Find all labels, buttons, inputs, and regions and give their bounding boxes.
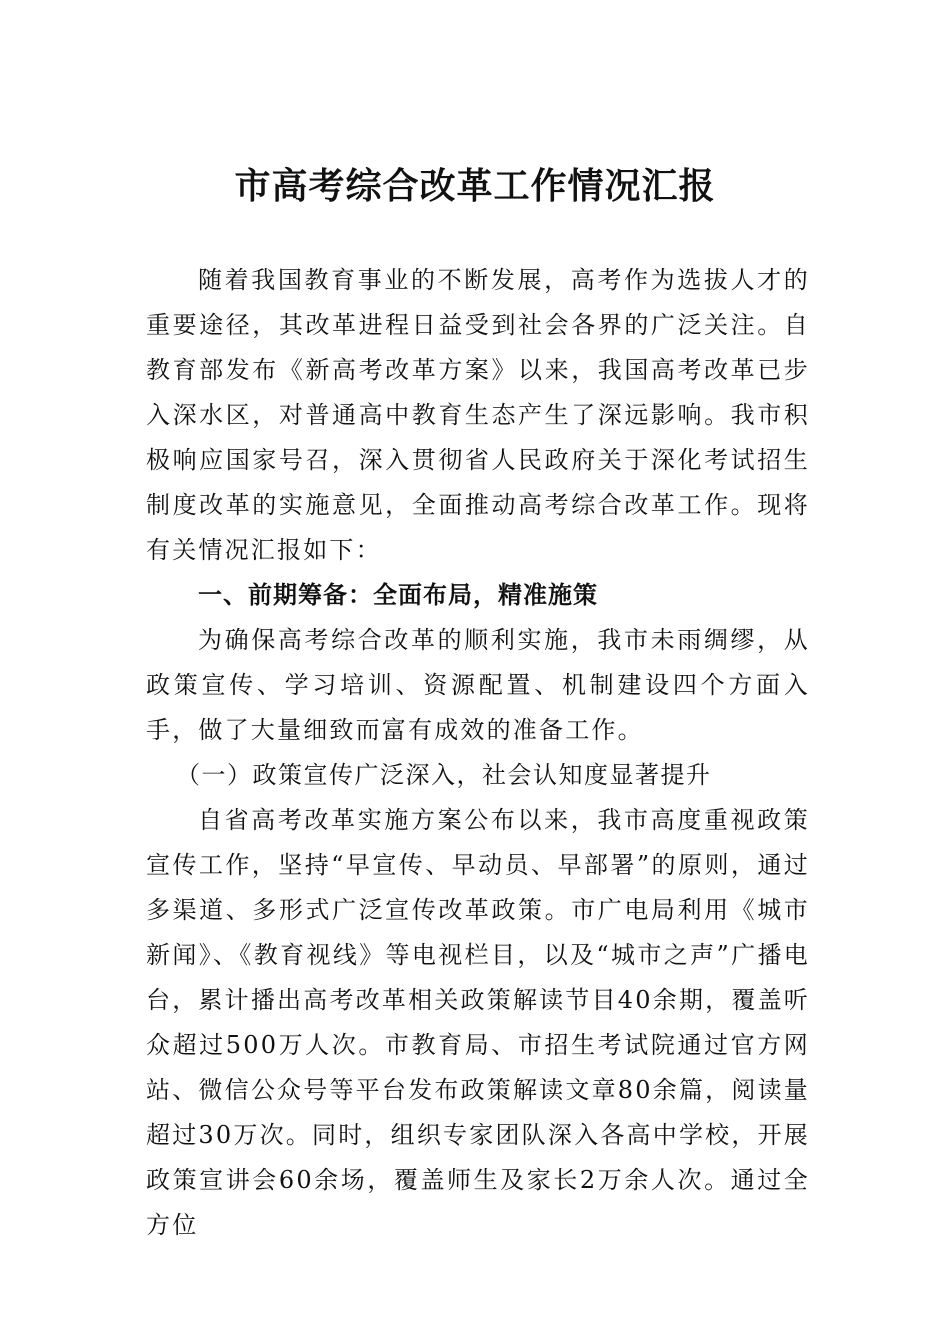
- document-title: 市高考综合改革工作情况汇报: [234, 165, 716, 207]
- document-body: [146, 258, 810, 1248]
- subsection-1-paragraph: 自省高考改革实施方案公布以来，我市高度重视政策宣传工作，坚持“早宣传、早动员、早部署”的原则，通过多渠道、多形式广泛宣传改革政策。市广电局利用《城市新闻》、《教育视线》等电视栏目，以及“城市之声”广播电台，累计播出高考改革相关政策解读节目40余期，覆盖听众超过500万人次。市教育局、市招生考试院通过官方网站、微信公众号等平台发布政策解读文章80余篇，阅读量超过30万次。同时，组织专家团队深入各高中学校，开展政策宣讲会60余场，覆盖师生及家长2万余人次。通过全方位: [146, 806, 810, 1239]
- intro-paragraph: 随着我国教育事业的不断发展，高考作为选拔人才的重要途径，其改革进程日益受到社会各界的广泛关注。自教育部发布《新高考改革方案》以来，我国高考改革已步入深水区，对普通高中教育生态产生了深远影响。我市积极响应国家号召，深入贯彻省人民政府关于深化考试招生制度改革的实施意见，全面推动高考综合改革工作。现将有关情况汇报如下：: [146, 266, 810, 564]
- section-heading-1: 一、前期筹备：全面布局，精准施策: [198, 581, 598, 609]
- section-1-paragraph: 为确保高考综合改革的顺利实施，我市未雨绸缪，从政策宣传、学习培训、资源配置、机制建设四个方面入手，做了大量细致而富有成效的准备工作。: [146, 626, 810, 744]
- subsection-heading-1: （一）政策宣传广泛深入，社会认知度显著提升: [176, 761, 712, 789]
